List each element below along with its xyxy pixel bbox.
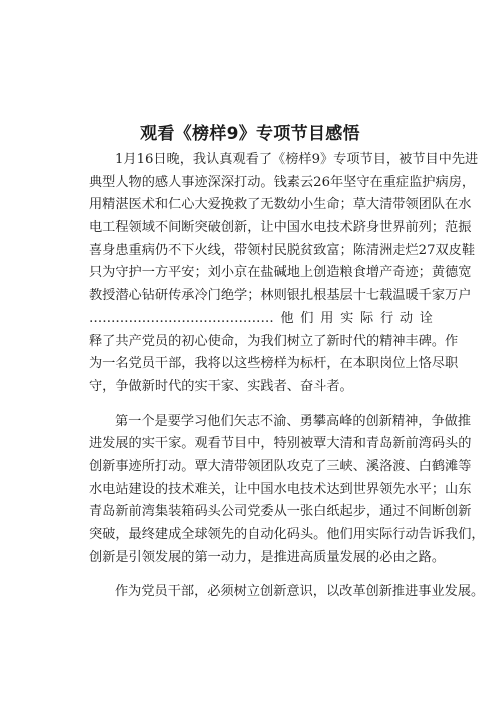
paragraph-2 [89, 411, 485, 570]
page-title: 观看《榜样9》专项节目感悟 [140, 124, 360, 144]
paragraph-line: 1月16日晚，我认真观看了《榜样9》专项节目，被节目中先进 [115, 152, 479, 167]
paragraph-line: 用精湛医术和仁心大爱挽救了无数幼小生命；草大清带领团队在水 [89, 197, 472, 213]
paragraph-line: 守，争做新时代的实干家、实践者、奋斗者。 [89, 378, 353, 394]
paragraph-line: 水电站建设的技术难关，让中国水电技术达到世界领先水平；山东 [89, 481, 472, 497]
paragraph-line: 创新事迹所打动。覃大清带领团队攻克了三峡、溪洛渡、白鹤滩等 [89, 458, 472, 474]
paragraph-line: 创新是引领发展的第一动力，是推进高质量发展的必由之路。 [89, 549, 446, 565]
paragraph-line: 电工程领域不间断突破创新，让中国水电技术跻身世界前列；范振 [89, 220, 472, 236]
paragraph-line: 只为守护一方平安；刘小京在盐碱地上创造粮食增产奇迹；黄德宽 [89, 265, 472, 281]
paragraph-1 [89, 149, 479, 399]
paragraph-line: 释了共产党员的初心使命，为我们树立了新时代的精神丰碑。作 [89, 333, 459, 349]
paragraph-line: 进发展的实干家。观看节目中，特别被覃大清和青岛新前湾码头的 [89, 436, 472, 452]
paragraph-line: 喜身患重病仍不下火线，带领村民脱贫致富；陈清洲走烂27双皮鞋 [89, 242, 476, 258]
paragraph-gap [89, 569, 433, 581]
paragraph-3 [89, 581, 485, 604]
ellipsis-line: ……………………………………他们用实际行动诠 [89, 310, 433, 326]
paragraph-line: 为一名党员干部，我将以这些榜样为标杆，在本职岗位上恪尽职 [89, 356, 459, 372]
article-body [89, 149, 485, 604]
paragraph-line: 青岛新前湾集装箱码头公司党委从一张白纸起步，通过不间断创新 [89, 504, 472, 520]
paragraph-line: 突破，最终建成全球领先的自动化码头。他们用实际行动告诉我们， [89, 527, 485, 542]
paragraph-line: 典型人物的感人事迹深深打动。钱素云26年坚守在重症监护病房， [89, 174, 476, 190]
paragraph-gap [89, 399, 433, 411]
paragraph-line: 第一个是要学习他们矢志不渝、勇攀高峰的创新精神，争做推 [115, 413, 472, 429]
paragraph-line: 作为党员干部，必须树立创新意识，以改革创新推进事业发展。 [115, 584, 485, 600]
paragraph-line: 教授潜心钻研传承冷门绝学；林则银扎根基层十七载温暖千家万户 [89, 288, 472, 304]
